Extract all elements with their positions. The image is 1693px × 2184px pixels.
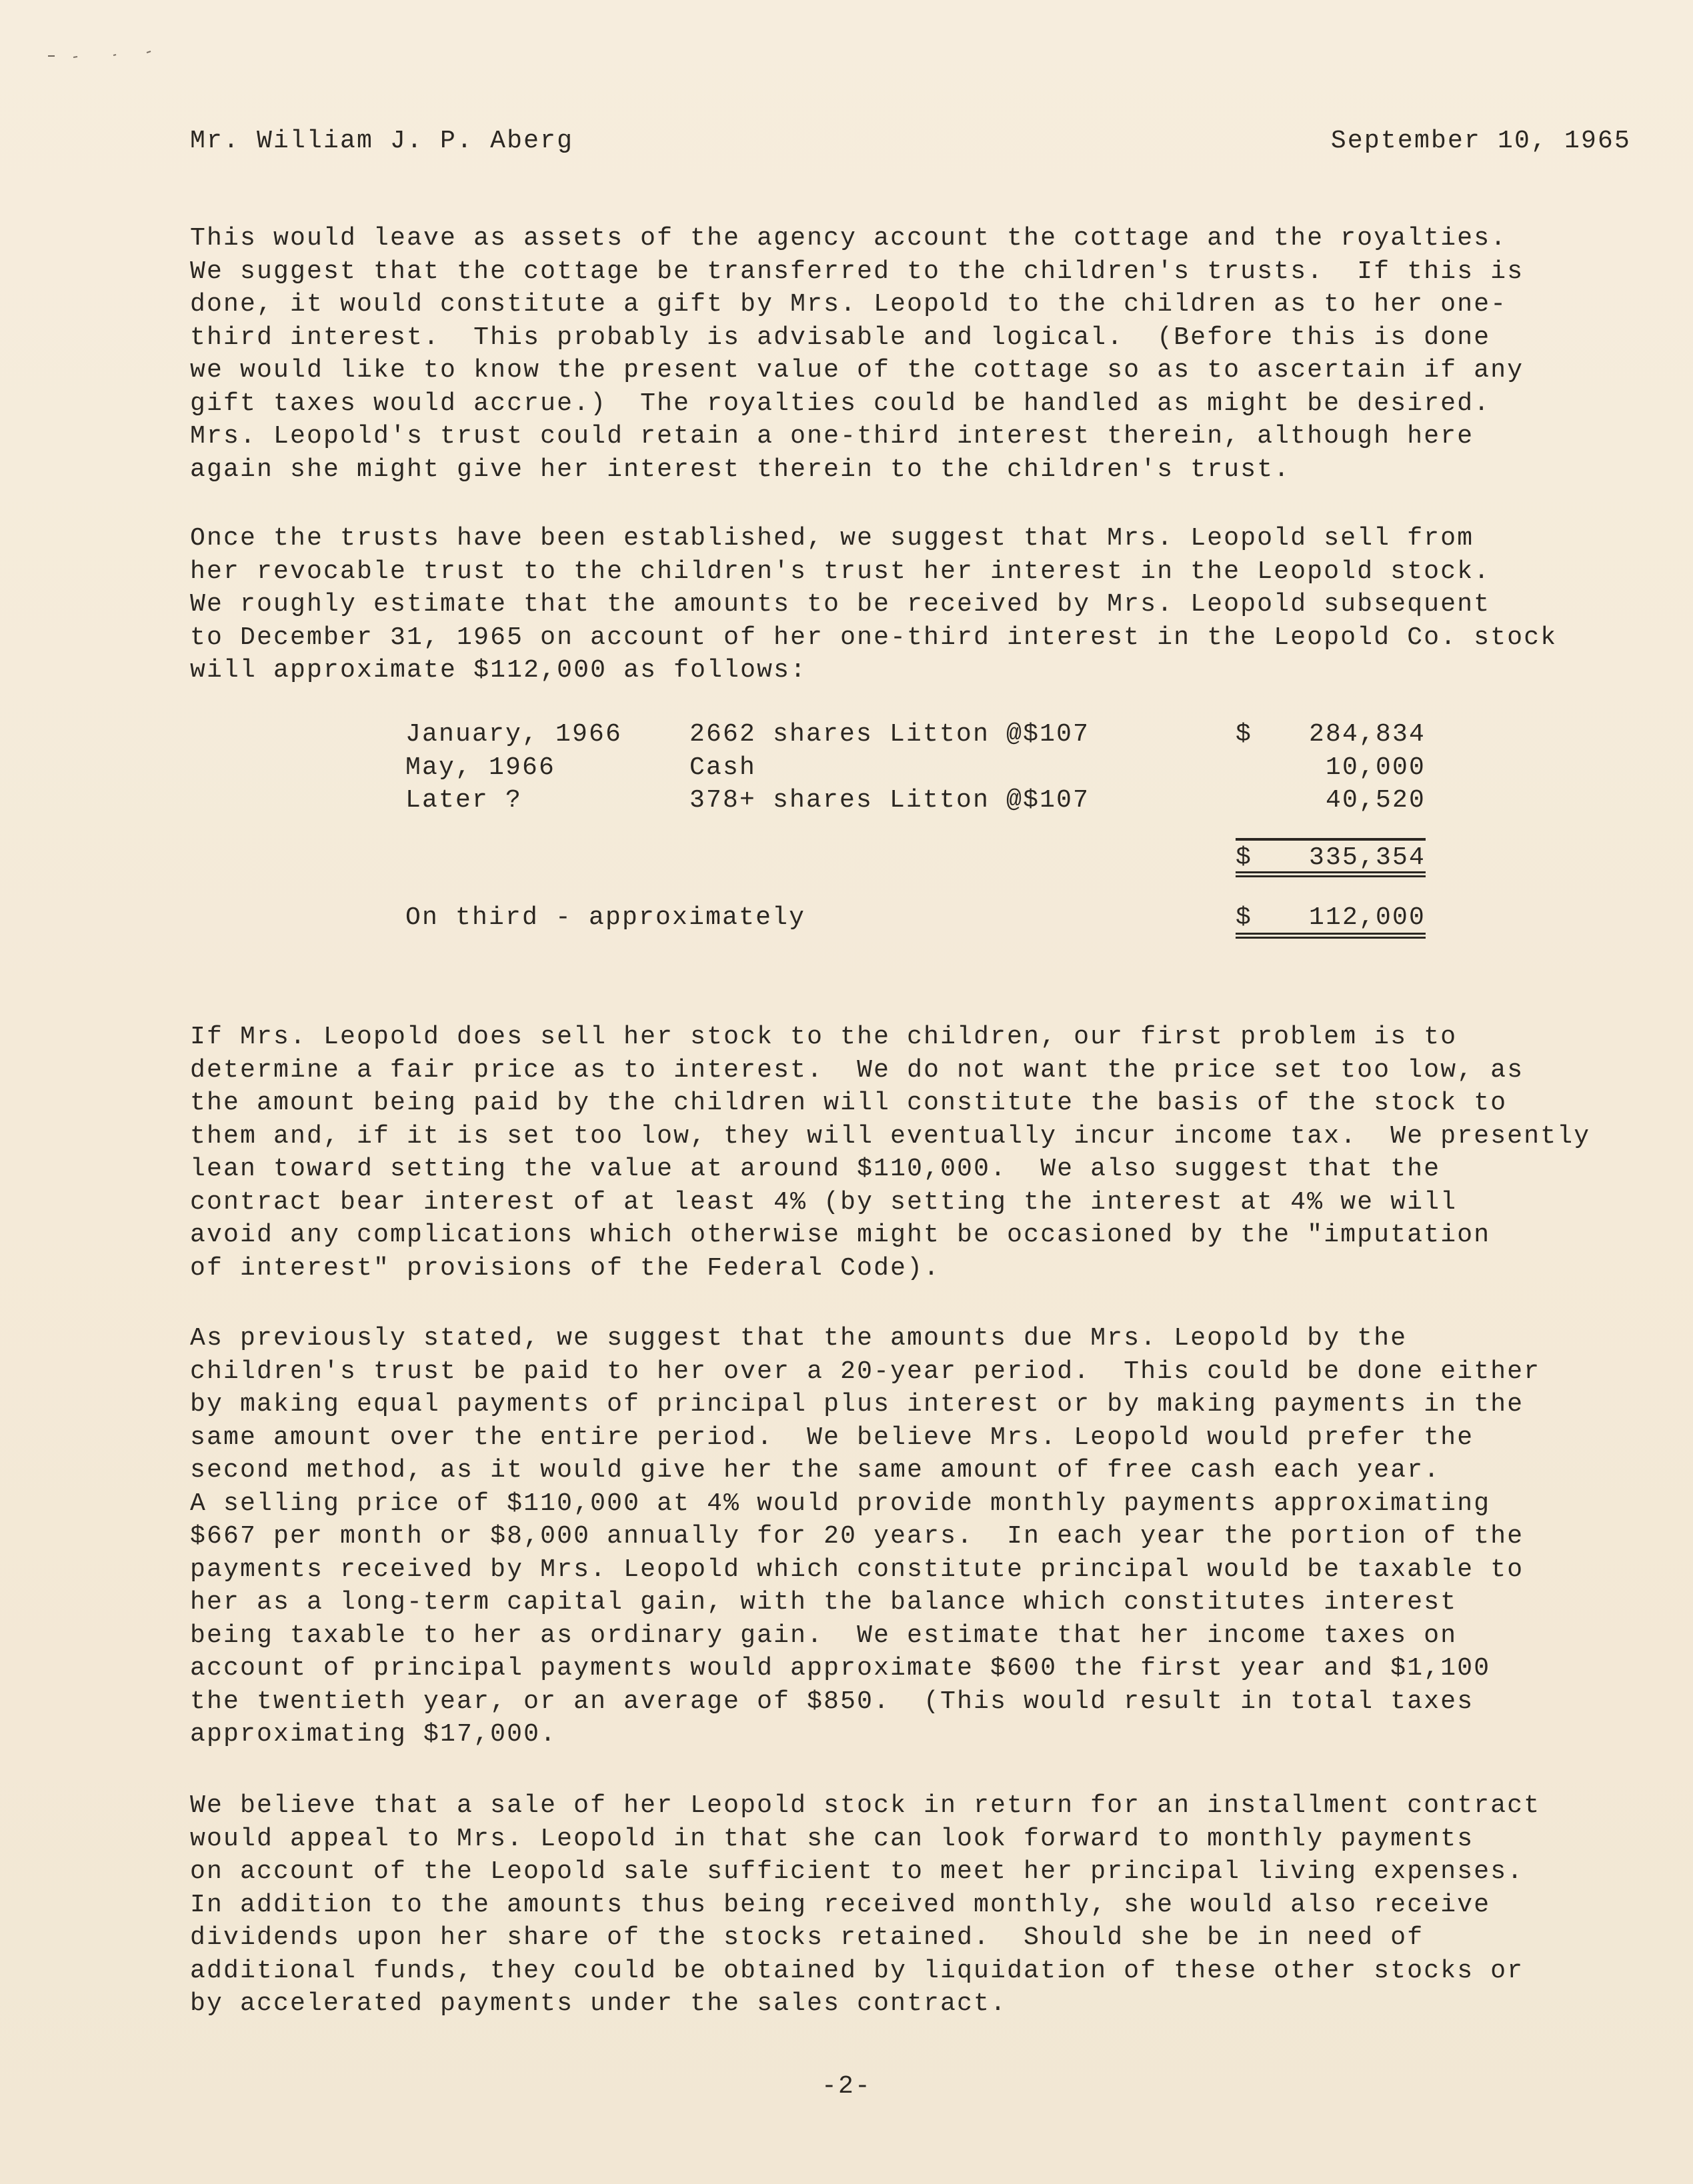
third-label: On third - approximately (405, 903, 806, 932)
paragraph-payments (190, 1322, 1630, 1751)
total-value: 335,354 (1308, 843, 1426, 872)
text-line: on account of the Leopold sale sufficient to meet her principal living expenses. (190, 1857, 1524, 1886)
text-line: payments received by Mrs. Leopold which constitute principal would be taxable to (190, 1555, 1524, 1584)
schedule-total (405, 838, 1426, 878)
schedule-description: 2662 shares Litton @$107 (689, 720, 1090, 749)
schedule-row (405, 720, 1426, 753)
text-line: will approximate $112,000 as follows: (190, 656, 807, 685)
text-line: gift taxes would accrue.) The royalties could be handled as might be desired. (190, 389, 1491, 418)
third-underline (1236, 937, 1426, 939)
text-line: Once the trusts have been established, we suggest that Mrs. Leopold sell from (190, 524, 1474, 553)
paper-specks (47, 47, 167, 60)
text-line: being taxable to her as ordinary gain. We estimate that her income taxes on (190, 1621, 1458, 1650)
text-line: additional funds, they could be obtained by liquidation of these other stocks or (190, 1956, 1524, 1985)
text-line: of interest" provisions of the Federal Code). (190, 1253, 941, 1283)
schedule-amount: 284,834 (1308, 720, 1426, 749)
letter-header (190, 127, 1631, 160)
text-line: them and, if it is set too low, they will eventually incur income tax. We presently (190, 1121, 1591, 1151)
text-line: This would leave as assets of the agency account the cottage and the royalties. (190, 224, 1508, 253)
text-line: As previously stated, we suggest that the amounts due Mrs. Leopold by the (190, 1324, 1408, 1353)
text-line: dividends upon her share of the stocks retained. Should she be in need of (190, 1923, 1424, 1952)
paragraph-trust-sale (190, 522, 1630, 687)
schedule-when: January, 1966 (405, 720, 623, 749)
text-line: same amount over the entire period. We believe Mrs. Leopold would prefer the (190, 1423, 1474, 1452)
amounts-schedule (405, 720, 1426, 943)
third-share-row (405, 903, 1426, 943)
schedule-description: Cash (689, 753, 757, 782)
third-value: 112,000 (1308, 903, 1426, 932)
text-line: her revocable trust to the children's trust her interest in the Leopold stock. (190, 557, 1491, 586)
text-line: to December 31, 1965 on account of her one-third interest in the Leopold Co. stock (190, 623, 1558, 652)
third-amount (1236, 903, 1426, 937)
text-line: lean toward setting the value at around $110,000. We also suggest that the (190, 1155, 1441, 1183)
total-underline (1236, 871, 1426, 873)
third-underline (1236, 933, 1426, 935)
text-line: contract bear interest of at least 4% (by setting the interest at 4% we will (190, 1187, 1458, 1217)
text-line: approximating $17,000. (190, 1720, 557, 1749)
text-line: by accelerated payments under the sales contract. (190, 1989, 1008, 2018)
text-line: the amount being paid by the children will constitute the basis of the stock to (190, 1089, 1508, 1117)
text-line: we would like to know the present value of the cottage so as to ascertain if any (190, 356, 1524, 385)
text-line: We roughly estimate that the amounts to be received by Mrs. Leopold subsequent (190, 590, 1491, 619)
text-line: children's trust be paid to her over a 20-year period. This could be done either (190, 1357, 1541, 1386)
schedule-amount: 40,520 (1325, 786, 1426, 815)
text-line: would appeal to Mrs. Leopold in that she can look forward to monthly payments (190, 1824, 1474, 1853)
schedule-currency: $ (1236, 720, 1253, 749)
schedule-description: 378+ shares Litton @$107 (689, 786, 1090, 815)
text-line: We believe that a sale of her Leopold stock in return for an installment contract (190, 1791, 1541, 1820)
total-rule (1236, 838, 1426, 841)
text-line: determine a fair price as to interest. We do not want the price set too low, as (190, 1055, 1524, 1085)
text-line: Mrs. Leopold's trust could retain a one-third interest therein, although here (190, 422, 1474, 451)
schedule-amount: 10,000 (1325, 753, 1426, 782)
paragraph-installment-appeal (190, 1789, 1630, 2021)
text-line: third interest. This probably is advisable and logical. (Before this is done (190, 323, 1491, 352)
text-line: avoid any complications which otherwise might be occasioned by the "imputation (190, 1221, 1491, 1249)
letter-date: September 10, 1965 (1330, 127, 1631, 155)
text-line: account of principal payments would approximate $600 the first year and $1,100 (190, 1654, 1491, 1683)
text-line: We suggest that the cottage be transferred to the children's trusts. If this is (190, 257, 1524, 286)
total-underline (1236, 875, 1426, 877)
text-line: A selling price of $110,000 at 4% would provide monthly payments approximating (190, 1489, 1491, 1518)
schedule-row (405, 786, 1426, 819)
page-number: -2- (821, 2072, 872, 2101)
text-line: If Mrs. Leopold does sell her stock to the children, our first problem is to (190, 1023, 1458, 1051)
text-line: the twentieth year, or an average of $850. (This would result in total taxes (190, 1687, 1474, 1716)
schedule-when: May, 1966 (405, 753, 556, 782)
text-line: second method, as it would give her the same amount of free cash each year. (190, 1456, 1441, 1485)
third-currency: $ (1236, 903, 1253, 932)
text-line: done, it would constitute a gift by Mrs. Leopold to the children as to her one- (190, 290, 1508, 319)
paragraph-fair-price (190, 1021, 1630, 1285)
text-line: In addition to the amounts thus being received monthly, she would also receive (190, 1890, 1491, 1919)
total-currency: $ (1236, 843, 1253, 872)
text-line: her as a long-term capital gain, with the balance which constitutes interest (190, 1588, 1458, 1617)
text-line: $667 per month or $8,000 annually for 20 years. In each year the portion of the (190, 1522, 1524, 1551)
paragraph-cottage-royalties (190, 222, 1630, 486)
schedule-when: Later ? (405, 786, 523, 815)
text-line: again she might give her interest therein to the children's trust. (190, 455, 1291, 484)
text-line: by making equal payments of principal plus interest or by making payments in the (190, 1390, 1524, 1419)
schedule-row (405, 753, 1426, 787)
addressee: Mr. William J. P. Aberg (190, 127, 574, 155)
